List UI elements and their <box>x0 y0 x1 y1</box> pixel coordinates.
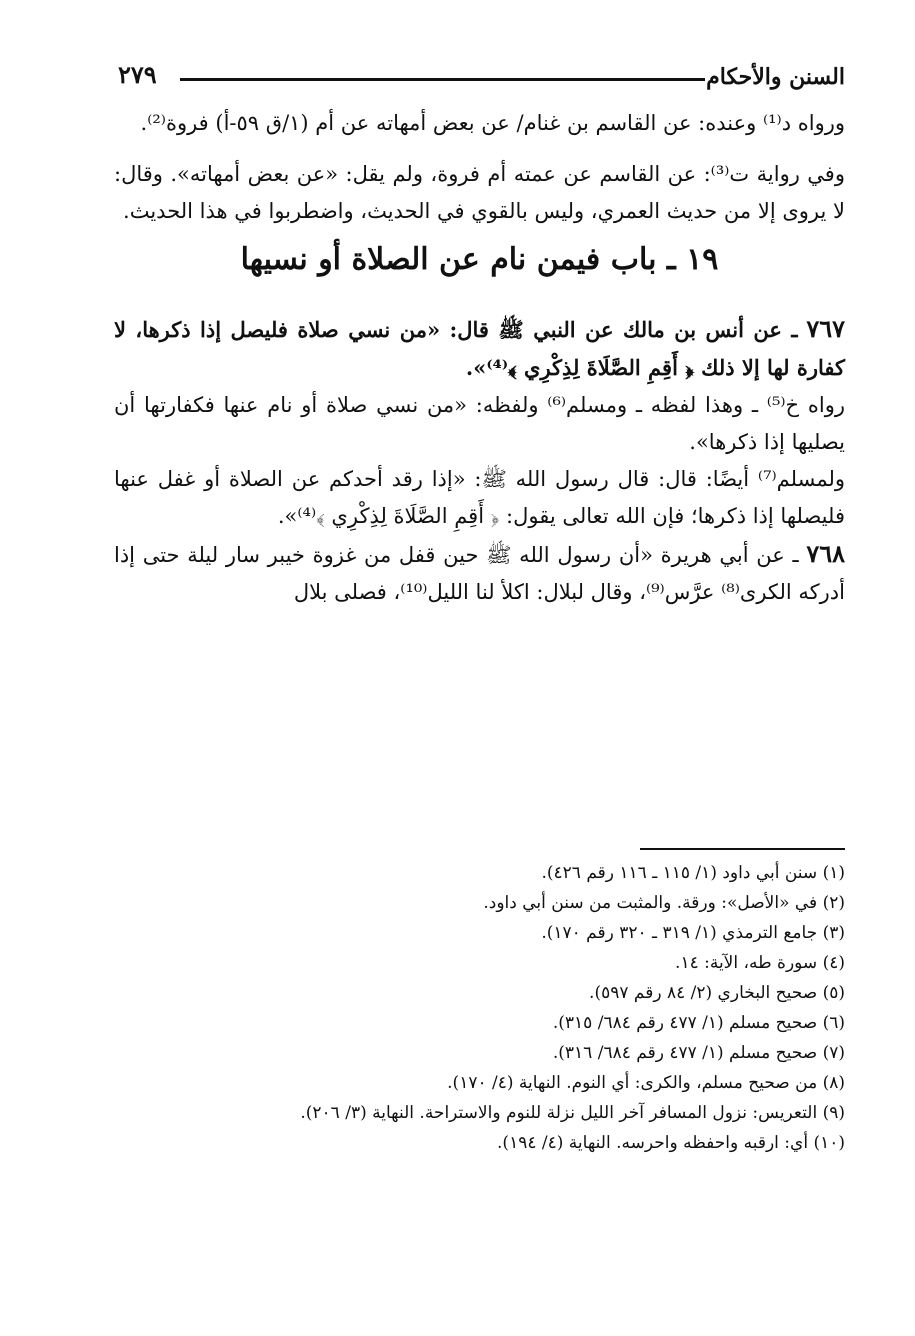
hadith-text: ـ عن أنس بن مالك عن النبي ﷺ قال: «من نسي صلاة فليصل إذا ذكرها، لا كفارة لها إلا ذلك ﴿ أَقِمِ الصَّلَاةَ لِذِكْرِي ﴾⁽⁴⁾». <box>114 317 845 380</box>
paragraph-abu-dawud: ورواه د⁽¹⁾ وعنده: عن القاسم بن غنام/ عن بعض أمهاته عن أم (١/ق ٥٩-أ) فروة⁽²⁾. <box>140 111 845 135</box>
spacer <box>114 142 845 156</box>
paragraph-tirmidhi: وفي رواية ت⁽³⁾: عن القاسم عن عمته أم فروة، ولم يقل: «عن بعض أمهاته». وقال: لا يروى إلا من حديث العمري، وليس بالقوي في الحديث، واضطربوا في هذا الحديث. <box>114 162 845 223</box>
footnote: (٥) صحيح البخاري (٢/ ٨٤ رقم ٥٩٧). <box>589 983 845 1003</box>
footnote: (١) سنن أبي داود (١/ ١١٥ ـ ١١٦ رقم ٤٢٦). <box>541 863 845 883</box>
hadith-number: ٧٦٨ <box>806 539 845 568</box>
footnote: (٨) من صحيح مسلم، والكرى: أي النوم. النهاية (٤/ ١٧٠). <box>447 1073 845 1093</box>
hadith-text: ـ عن أبي هريرة «أن رسول الله ﷺ حين قفل من غزوة خيبر سار ليلة حتى إذا أدركه الكرى⁽⁸⁾ عرَّس⁽⁹⁾، وقال لبلال: اكلأ لنا الليل⁽¹⁰⁾، فصلى بلال <box>114 543 845 604</box>
footnote: (١٠) أي: ارقبه واحفظه واحرسه. النهاية (٤/ ١٩٤). <box>497 1133 845 1153</box>
footnote: (٤) سورة طه، الآية: ١٤. <box>675 953 845 973</box>
running-title: السنن والأحكام <box>706 64 845 90</box>
footnotes <box>114 858 845 1158</box>
footnote: (٧) صحيح مسلم (١/ ٤٧٧ رقم ٦٨٤/ ٣١٦). <box>552 1043 845 1063</box>
page-number: ٢٧٩ <box>118 60 157 89</box>
hadith-767 <box>114 310 845 387</box>
paragraph-bukhari-muslim: رواه خ⁽⁵⁾ ـ وهذا لفظه ـ ومسلم⁽⁶⁾ ولفظه: «من نسي صلاة أو نام عنها فكفارتها أن يصليها إذا ذكرها». <box>114 393 845 454</box>
footnote: (٣) جامع الترمذي (١/ ٣١٩ ـ ٣٢٠ رقم ١٧٠). <box>541 923 845 943</box>
hadith-number: ٧٦٧ <box>806 314 845 343</box>
paragraph-muslim: ولمسلم⁽⁷⁾ أيضًا: قال: قال رسول الله ﷺ: «إذا رقد أحدكم عن الصلاة أو غفل عنها فليصلها إذا ذكرها؛ فإن الله تعالى يقول: ﴿ أَقِمِ الصَّلَاةَ لِذِكْرِي ﴾⁽⁴⁾». <box>114 467 845 528</box>
header-rule <box>180 78 705 81</box>
hadith-768 <box>114 535 845 611</box>
footnote: (٦) صحيح مسلم (١/ ٤٧٧ رقم ٦٨٤/ ٣١٥). <box>552 1013 845 1033</box>
chapter-title: ١٩ ـ باب فيمن نام عن الصلاة أو نسيها <box>240 242 719 277</box>
footnote-rule <box>640 848 845 850</box>
footnote: (٩) التعريس: نزول المسافر آخر الليل نزلة للنوم والاستراحة. النهاية (٣/ ٢٠٦). <box>300 1103 845 1123</box>
page-header <box>118 62 845 96</box>
footnote: (٢) في «الأصل»: ورقة. والمثبت من سنن أبي داود. <box>483 893 845 913</box>
main-text <box>114 105 845 611</box>
